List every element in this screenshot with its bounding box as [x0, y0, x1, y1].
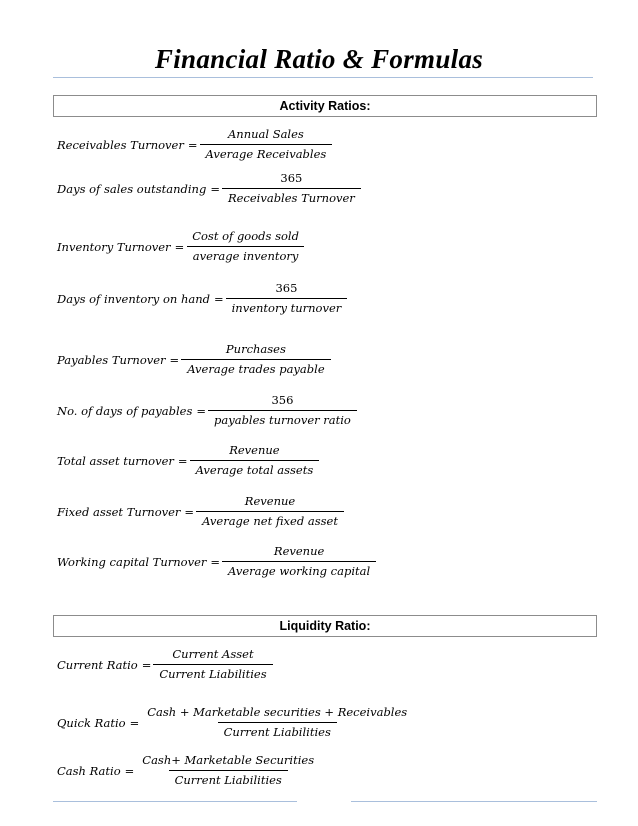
denominator: Average trades payable	[181, 359, 330, 377]
denominator: Current Liabilities	[169, 770, 288, 788]
numerator: 365	[275, 281, 298, 295]
formula-working-capital-turnover	[57, 544, 376, 579]
footer-divider-right	[351, 801, 597, 802]
numerator: 365	[280, 171, 303, 185]
formula-current-ratio	[57, 647, 273, 682]
denominator: Current Liabilities	[218, 722, 337, 740]
denominator: Average Receivables	[200, 144, 333, 162]
equals-sign: =	[124, 763, 135, 778]
numerator: Current Asset	[172, 647, 254, 661]
formula-total-asset-turnover	[57, 443, 319, 478]
formula-lhs: Cash Ratio	[57, 763, 121, 778]
equals-sign: =	[184, 504, 195, 519]
numerator: Revenue	[229, 443, 280, 457]
numerator: Cash+ Marketable Securities	[142, 753, 315, 767]
equals-sign: =	[129, 715, 140, 730]
fraction	[136, 753, 320, 788]
denominator: Average working capital	[222, 561, 376, 579]
fraction	[141, 705, 413, 740]
formula-days-of-sales-outstanding	[57, 171, 361, 206]
fraction	[186, 229, 305, 264]
denominator: Average net fixed asset	[196, 511, 344, 529]
equals-sign: =	[196, 403, 206, 418]
numerator: 356	[271, 393, 294, 407]
formula-inventory-turnover	[57, 229, 305, 264]
formula-payables-turnover	[57, 342, 331, 377]
formula-lhs: Inventory Turnover	[57, 239, 171, 254]
formula-cash-ratio	[57, 753, 320, 788]
numerator: Revenue	[244, 494, 296, 508]
fraction	[181, 342, 330, 377]
formula-lhs: Quick Ratio	[57, 715, 126, 730]
fraction	[196, 494, 344, 529]
numerator: Revenue	[273, 544, 325, 558]
formula-lhs: Total asset turnover	[57, 453, 174, 468]
page-title: Financial Ratio & Formulas	[154, 44, 484, 74]
denominator: average inventory	[187, 246, 305, 264]
equals-sign: =	[174, 239, 185, 254]
formula-lhs: Receivables Turnover	[57, 137, 184, 152]
numerator: Purchases	[225, 342, 286, 356]
footer-divider-left	[53, 801, 297, 802]
numerator: Cash + Marketable securities + Receivables	[147, 705, 408, 719]
formula-lhs: Payables Turnover	[57, 352, 166, 367]
denominator: Receivables Turnover	[222, 188, 361, 206]
formula-lhs: Current Ratio	[57, 657, 138, 672]
denominator: inventory turnover	[226, 298, 348, 316]
formula-lhs: Days of sales outstanding	[57, 181, 207, 196]
fraction	[226, 281, 348, 316]
title-divider	[53, 77, 593, 78]
fraction	[222, 544, 376, 579]
formula-fixed-asset-turnover	[57, 494, 344, 529]
formula-lhs: Days of inventory on hand	[57, 291, 210, 306]
numerator: Annual Sales	[227, 127, 304, 141]
denominator: payables turnover ratio	[208, 410, 357, 428]
equals-sign: =	[213, 291, 224, 306]
formula-days-of-inventory-on-hand	[57, 281, 347, 316]
fraction	[208, 393, 357, 428]
equals-sign: =	[210, 554, 221, 569]
numerator: Cost of goods sold	[192, 229, 299, 243]
equals-sign: =	[210, 181, 220, 196]
formula-quick-ratio	[57, 705, 413, 740]
equals-sign: =	[169, 352, 180, 367]
fraction	[222, 171, 361, 206]
equals-sign: =	[177, 453, 188, 468]
formula-lhs: Working capital Turnover	[57, 554, 207, 569]
fraction	[153, 647, 272, 682]
formula-lhs: Fixed asset Turnover	[57, 504, 181, 519]
denominator: Average total assets	[190, 460, 320, 478]
equals-sign: =	[141, 657, 152, 672]
formula-lhs: No. of days of payables	[57, 403, 193, 418]
formula-receivables-turnover	[57, 127, 332, 162]
fraction	[200, 127, 333, 162]
section-heading-liquidity: Liquidity Ratio:	[53, 615, 597, 637]
denominator: Current Liabilities	[153, 664, 272, 682]
fraction	[190, 443, 320, 478]
equals-sign: =	[187, 137, 198, 152]
formula-days-of-payables	[57, 393, 357, 428]
section-heading-activity: Activity Ratios:	[53, 95, 597, 117]
